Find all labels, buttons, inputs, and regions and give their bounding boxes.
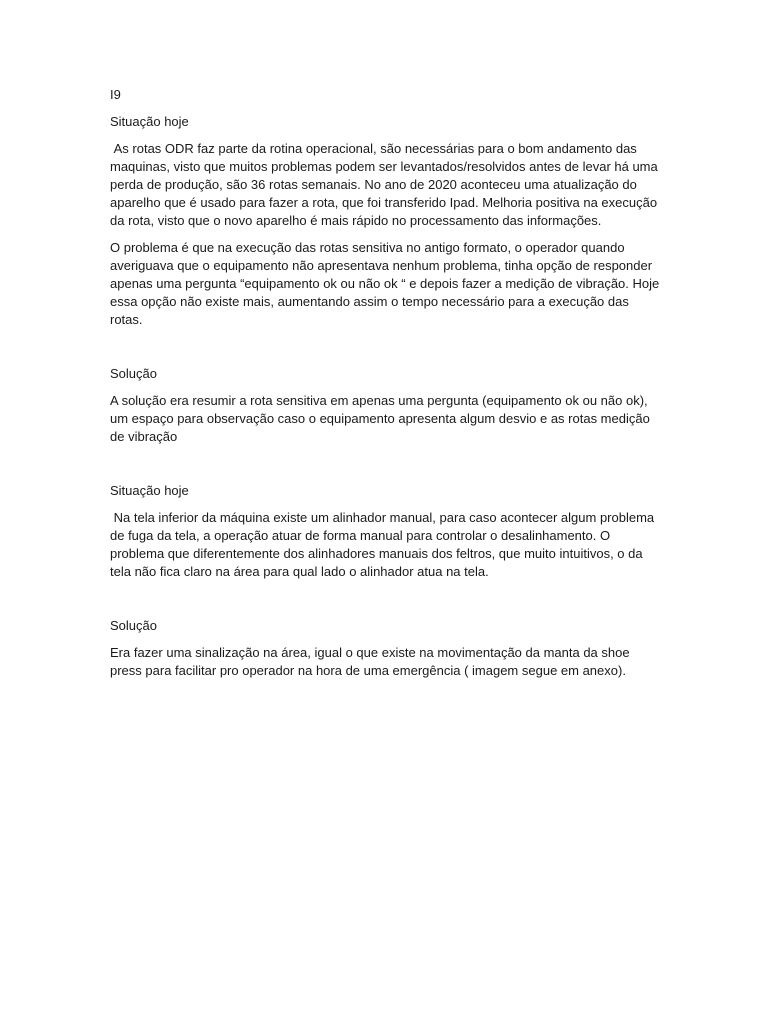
- section-4-heading: Solução: [110, 618, 157, 633]
- section-1-heading: Situação hoje: [110, 114, 189, 129]
- section-2-heading: Solução: [110, 366, 157, 381]
- spacer: [110, 455, 660, 482]
- section-3-paragraph-1: Na tela inferior da máquina existe um alinhador manual, para caso acontecer algum problema de fuga da tela, a operação atuar de forma manual para controlar o desalinhamento. O problema que diferentemente dos alinhadores manuais dos feltros, que muito intuitivos, o da tela não fica claro na área para qual lado o alinhador atua na tela.: [110, 510, 658, 579]
- spacer: [110, 338, 660, 365]
- section-4-paragraph-1: Era fazer uma sinalização na área, igual o que existe na movimentação da manta da shoe press para facilitar pro operador na hora de uma emergência ( imagem segue em anexo).: [110, 645, 634, 678]
- document-id-label: I9: [110, 87, 121, 102]
- spacer: [110, 590, 660, 617]
- document-page: [110, 86, 663, 689]
- section-1-paragraph-2: O problema é que na execução das rotas sensitiva no antigo formato, o operador quando averiguava que o equipamento não apresentava nenhum problema, tinha opção de responder apenas uma pergunta “equipamento ok ou não ok “ e depois fazer a medição de vibração. Hoje essa opção não existe mais, aumentando assim o tempo necessário para a execução das rotas.: [110, 240, 663, 327]
- section-1-paragraph-1: As rotas ODR faz parte da rotina operacional, são necessárias para o bom andamento das maquinas, visto que muitos problemas podem ser levantados/resolvidos antes de levar há uma perda de produção, são 36 rotas semanais. No ano de 2020 aconteceu uma atualização do aparelho que é usado para fazer a rota, que foi transferido Ipad. Melhoria positiva na execução da rota, visto que o novo aparelho é mais rápido no processamento das informações.: [110, 141, 662, 228]
- section-3-heading: Situação hoje: [110, 483, 189, 498]
- section-2-paragraph-1: A solução era resumir a rota sensitiva em apenas uma pergunta (equipamento ok ou não ok), um espaço para observação caso o equipamento apresenta algum desvio e as rotas medição de vibração: [110, 393, 654, 444]
